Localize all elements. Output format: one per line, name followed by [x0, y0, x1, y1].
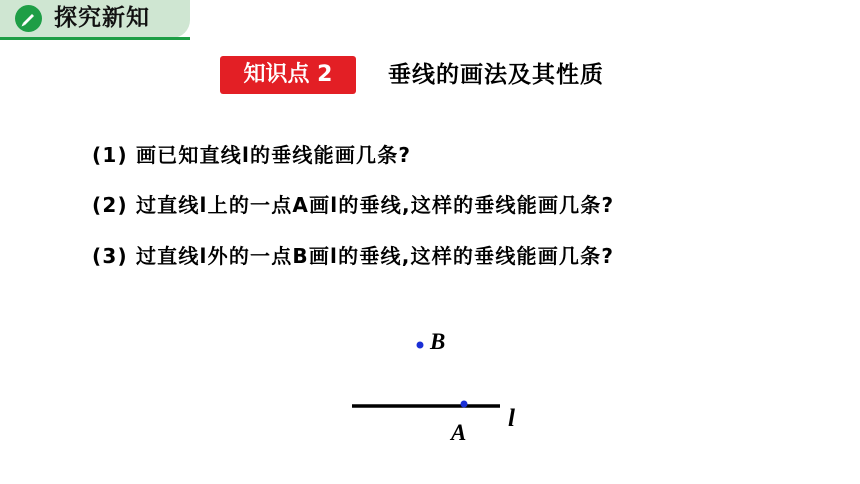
point-a-label: A [451, 420, 467, 445]
knowledge-point-badge: 知识点 2 [220, 56, 356, 94]
point-b-label: B [430, 329, 446, 354]
question-2: (2) 过直线l上的一点A画l的垂线,这样的垂线能画几条? [92, 193, 615, 217]
section-title: 探究新知 [54, 5, 150, 31]
line-l-label: l [508, 405, 515, 432]
point-a [461, 401, 468, 408]
knowledge-point-title: 垂线的画法及其性质 [388, 62, 604, 88]
question-3: (3) 过直线l外的一点B画l的垂线,这样的垂线能画几条? [92, 244, 615, 268]
point-b [417, 342, 424, 349]
question-1: (1) 画已知直线l的垂线能画几条? [92, 143, 412, 167]
